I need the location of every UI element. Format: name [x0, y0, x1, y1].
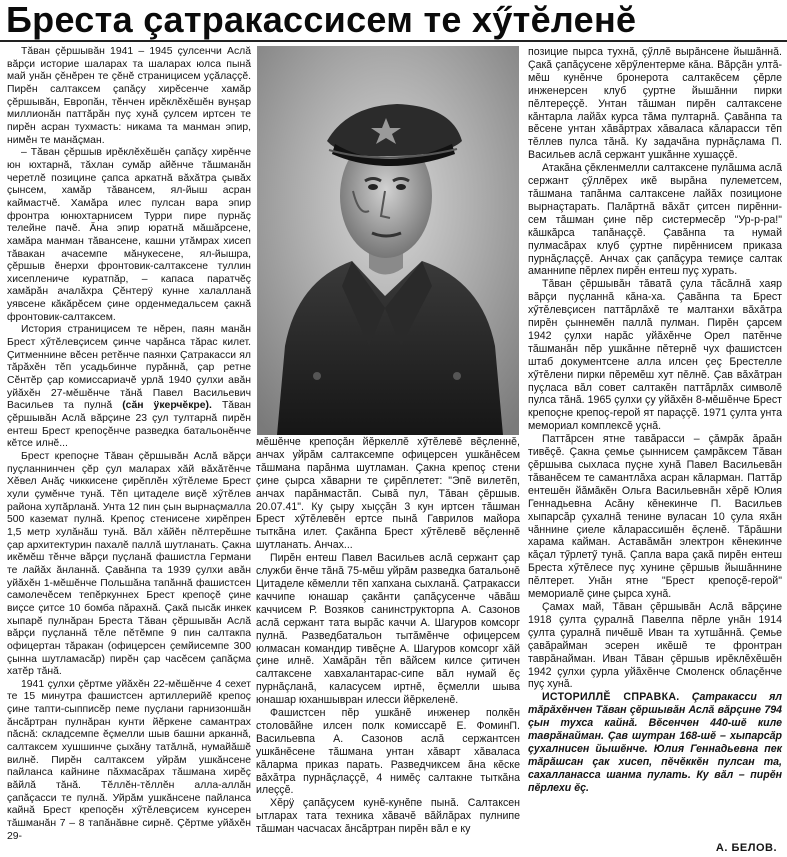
paragraph: мĕшĕнче крепоçăн йĕркеллĕ хӳтĕлевĕ вĕçленнĕ, анчах уйрăм салтаксемпе офицерсен ушкăнĕсем тăшмана парăнма шутламан. Çакна крепоç стени çине çырса хăварни те çирĕплетет: "Эпĕ вилетĕп, анчах парăнмастăп. Сывă пул, Тăван çĕршыв. 20.07.41". Ку çыру хыççăн 3 кун иртсен тăшман Брест хӳтĕлевĕн ертсе пынă Гаврилов майора тыткăна илет. Çакăнпа Брест хӳтĕлевĕ вĕçленнĕ шутланать. Анчах... [256, 436, 520, 552]
historical-note [528, 691, 782, 794]
paragraph: 1941 çулхи çĕртме уйăхĕн 22-мĕшĕнче 4 сехет те 15 минутра фашистсен артиллерийĕ крепоç çине тапти-сыпписĕр пеме пуçлани гарнизоншăн ăнсăртран пулнăран кунти йĕркене самантрах пăснă: складсемпе ĕçмелли шыв башни арканнă, салтаксем хушшинче çыхăну татăлнă, нумайăшĕ вилнĕ. Пирĕн салтаксем уйрăм ушкăнсене пайланса кайнине пăхмасăрах тăшмана хирĕç вăйлă тăнă. Тĕллĕн-тĕллĕн алла-аллăн çапăçасси те пулнă. Уйрăм ушкăнсене пайланса кайнă Брест крепоçĕн хӳтĕлевçисем кунсерен тăшманăн 7 – 8 тапăнăвне сирнĕ. Çĕртме уйăхĕн 29- [7, 678, 251, 842]
photo-reference: (сăн ÿкерчĕкре). [122, 400, 212, 412]
paragraph: Тăван çĕршывăн 1941 – 1945 çулсенчи Аслă вăрçи историе шалаpax та шалаpax юлса пынă май унăн çĕнĕрен те çĕнĕ страницисем уçăлаççĕ. Пирĕн салтаксем çапăçу хирĕсенче хамăр çĕршывăн, Европăн, тĕнчен ирĕклĕхĕшĕн вунşaр миллионăн паттăрăн пуç хунă çулсем иртсен те пирĕн асран тухмасть: никама та манман эпир, нимĕн те манăçман. [7, 46, 251, 146]
paragraph: – Тăван çĕршыв ирĕклĕхĕшĕн çапăçу хирĕнче юн юхтарнă, тăхлан сумăр айĕнче тăшманăн черетлĕ позицине çапса аркатнă вăхăтра çывăх çынсем, хамăр тăвансем, ял-йыш асран каймастчĕ. Хамăра илес пулсан вара эпир фронтра юнюхтарнисем Турри пире пурнăç телейне пачĕ. Ăна эпир юратнă мăшăрсене, хамăра манман тăвансене, кашни утăмрах хисеп тăвакан ачасемпе мăнукесене, ял-йышра, çĕршыв ĕнерхи фронтовик-салтаксене туллин хисеплениче куратпăр, – капаса паратчĕç хамăрăн ачалăхра Çĕнтерÿ кунне халалланă уявсене кăкăрĕсем çине орденмедальсем çакнă фронтовик-салтаксем. [7, 147, 251, 323]
paragraph-text: Тăван çĕршывăн Аслă вăрçине 23 çул тултарнă пирĕн ентеш Брест крепоçĕнче разведка батальонĕнче кĕтсе илнĕ... [7, 400, 251, 450]
paragraph: Атакăна çĕкленмелли салтаксене пулăшма аслă сержант çӳллĕрех икĕ вырăна пулеметсем, тăшмана тапăнма салтаксене лайăх позиционе вырнаçтарать. Палăртнă вăхăт çитсен пирĕнни-сем тăшман çине пĕр систермесĕр "Ур-р-ра!" кăшкăрса тапăнаççĕ. Çавăнпа та нумай пулмасăрах клуб çуртне пирĕннисем приказа пурнăçлаççĕ. Анчах çак çапăçура темиçе салтак аманнипе пĕрлех пирĕн ентеш пуç хурать. [528, 162, 782, 278]
historical-note-text: Çатракасси ял тăрăхĕнчен Тăван çĕршывăн Аслă вăрçине 794 çын тухса кайнă. Вĕсенчен 440-шĕ киле таврăнайман. Çав шутран 168-шĕ – хыпарсăр çухалнисен йышĕнче. Юлия Геннадьевна пек тăрăшсан çак хисеп, пĕчĕккĕн пулсан та, сахалланасса шанма пулать. Ку вăл – пирĕн пĕрлехи ĕç. [528, 691, 782, 794]
historical-note-title: ИСТОРИЛЛĔ СПРАВКА. [542, 691, 680, 704]
paragraph: Тăван çĕршывăн тăватă çула тăсăлнă хаяр вăрçи пуçланнă кăна-ха. Çавăнпа та Брест хӳтĕлевçисен паттăрлăхĕ те малтанхи вăхăтра пирĕн çыннемĕн паллă пулман. Пирĕн çарсем 1942 çулхи нарăс уйăхĕнче Орел патĕнче тăшманăн пĕр ушкăнне пĕтернĕ чух фашистсен штаб документсене алла илсен çеç Брестелле хӳтĕлени пирки пĕремĕш хут пĕлнĕ. Çав вăхăтран пуçласа вăл совет салтакĕн паттăрлăх символĕ пулса тăнă. 1965 çулхи çу уйăхĕн 8-мĕшĕнче Брест крепоçне крепоç-герой ят параççĕ. 1971 çулта унта мемориал комплексĕ уçнă. [528, 278, 782, 433]
paragraph: Пирĕн ентеш Павел Васильев аслă сержант çар служби ĕнче тăнă 75-мĕш уйрăм разведка батальонĕ Цитаделе кĕмелли тĕп хапхана сыхланă. Çатракасси каччипе юнашар çакăнти çапăçусенче чăвăш каччисем Р. Возяков санинструкторпа А. Сазонов аслă сержант тата вырăс каччи А. Шагуров комсорг пулнă. Разведбатальон тытăмĕнче офицерсем юлмасан командир тивĕçне А. Шагуров комсорг хăй çине илнĕ. Хамăрăн тĕп вăйсем килсе çитичен салтаксене хавхалантарас-сипе вăл нумай ĕç пурнăçланă, каласусем иртнĕ, ĕçмелли шыва юнашар юханшывран илесси йĕркеленĕ. [256, 552, 520, 707]
article-headline: Бреста çатракассисем те хӳтĕленĕ [6, 0, 637, 40]
headline-rule [0, 40, 787, 42]
paragraph-text: История страницисем те нĕрен, паян манăн Брест хӳтĕлевçисем çинче чарăнса тăрас килет. Çитменнине вĕсен ретĕнче паянхи Çатракасси ял тăрăхĕн тĕп усадьбинче пурăннă, çар ретне Сĕнтĕр çар комиссариачĕ урлă 1940 çулхи авăн уйăхĕн 27-мĕшĕнче тăнă Павел Васильевич Васильев та пулнă [7, 324, 251, 412]
article-column-1 [7, 46, 251, 843]
soldier-portrait-photo [257, 46, 519, 435]
article-column-3 [528, 46, 782, 795]
paragraph: позицие пырса тухнă, çӳллĕ вырăнсене йышăннă. Çакă çапăçусене хĕрӳлентерме кăна. Вăрçăн ултă-мĕш кунĕнче бронерота салтакĕсем çĕрле инженерсен клуб çуртне йышăнни пирки пĕлтереççĕ. Унтан тăшман пирĕн салтаксене кăнтарла лайăх курса тăма пултарнă. Çавăнпа та вĕсене унтан хăвăртрах хăваласа кăларасси тĕп тĕллев пулса тăнă. Ку задачăна пурнăçлама П. Васильев аслă сержант ушкăнне хушаççĕ. [528, 46, 782, 162]
paragraph [7, 324, 251, 451]
paragraph: Брест крепоçне Тăван çĕршывăн Аслă вăрçи пуçланнинчен çĕр çул малаpax хăй вăхăтĕнче Хĕвел Анăç чиккисене çирĕплĕн хӳтĕлеме Брест хули çумĕнче тунă. Тĕп цитаделе виçĕ хӳтĕлев района хуπăрланă. Унта 12 пин çын вырнаçмалла 500 каземат пулнă. Крепоç стенисене хирĕпрен 1,5 метр хулăнăш тунă. Вăл хăйĕн пĕлтерĕшне çар архитектурин пахалĕ паллă шутланать. Çакна икĕмĕш тĕнче вăрçи пуçланă фашистла Германи те лайăх ăнланнă. Çавăнпа та 1939 çулхи авăн уйăхĕн 1-мĕшĕнче Польшăна тапăннă фашистсен самолечĕсем тепĕркуннех Брест крепоçĕ çине виçсе çитсе 10 бомба пăрахнă. Çакă пысăк инкек хыпарĕ пулнăран Бреста Тăван çĕршывăн Аслă вăрçи пуçланнă тĕле пĕтĕмпе 9 пин салтакпа офицертан тăракан (офицерсен çемйисемпе 300 çынна шутламасăр) пирĕн çар часĕсем çапăçма хатĕр тăнă. [7, 451, 251, 678]
paragraph: Çамах май, Тăван çĕршывăн Аслă вăрçине 1918 çулта çуралнă Павелпа пĕрле унăн 1914 çулта çуралнă пичĕшĕ Иван та хутшăннă. Çемье çавăрайман эсерен икĕшĕ те фронтран таврăнайман. Иван Тăван çĕршыв ирĕклĕхĕшĕн 1942 çулхи çурла уйăхĕнче Смоленск облаçĕнче пуç хунă. [528, 600, 782, 691]
paragraph: Хĕрÿ çапăçусем кунĕ-кунĕпе пынă. Салтаксен ытларах тата техника хăвачĕ вăйлăрах пулнипе тăшман часчасах ăнсăртран пирĕн вăл е ку [256, 797, 520, 836]
paragraph: Фашистсен пĕр ушкăнĕ инженер полкĕн столовăйне илсен полк комиссарĕ Е. ФоминП. Васильевпа А. Сазонов аслă сержантсен ушкăнĕсене тăшмана унтан хăварт хăваласа кăларма приказ парать. Разведчиксем ăна кĕске вăхăтра пурнăçлаççĕ, 4 нимĕç салтакне тыткăна илеççĕ. [256, 707, 520, 797]
article-column-2 [256, 436, 520, 836]
paragraph: Паттăрсен ятне тавăрасси – çăмрăк ăраăн тивĕçĕ. Çакна çемье çыннисем çамрăксем Тăван çĕршыва сыхласа пуçне хунă Павел Васильевăн тăванĕсем те самантлăха асран кăларман. Паттăр ентешĕн йăмăкĕн Ольга Васильевнăн хĕрĕ Юлия Геннадьевна Асăну кĕнекинче П. Васильев хыпарсăр çухалнă тенине вуласан 10 çула яхăн чăннине çиеле кăларассишĕн ĕçленĕ. Тăрăшни харама кайман. Аставăмăн электрон кĕнекинче кăçал тӳрлетӳ тунă. Çапла вара çакă пирĕн ентеш Бреста хӳтĕлесе пуç хунине çĕршыв йышăннине пĕлтерет. Унăн ятне "Брест крепоçĕ-герой" мемориалĕ çине çырса хунă. [528, 433, 782, 601]
author-signature: А. БЕЛОВ. [715, 842, 777, 854]
soldier-portrait-icon [257, 46, 519, 435]
